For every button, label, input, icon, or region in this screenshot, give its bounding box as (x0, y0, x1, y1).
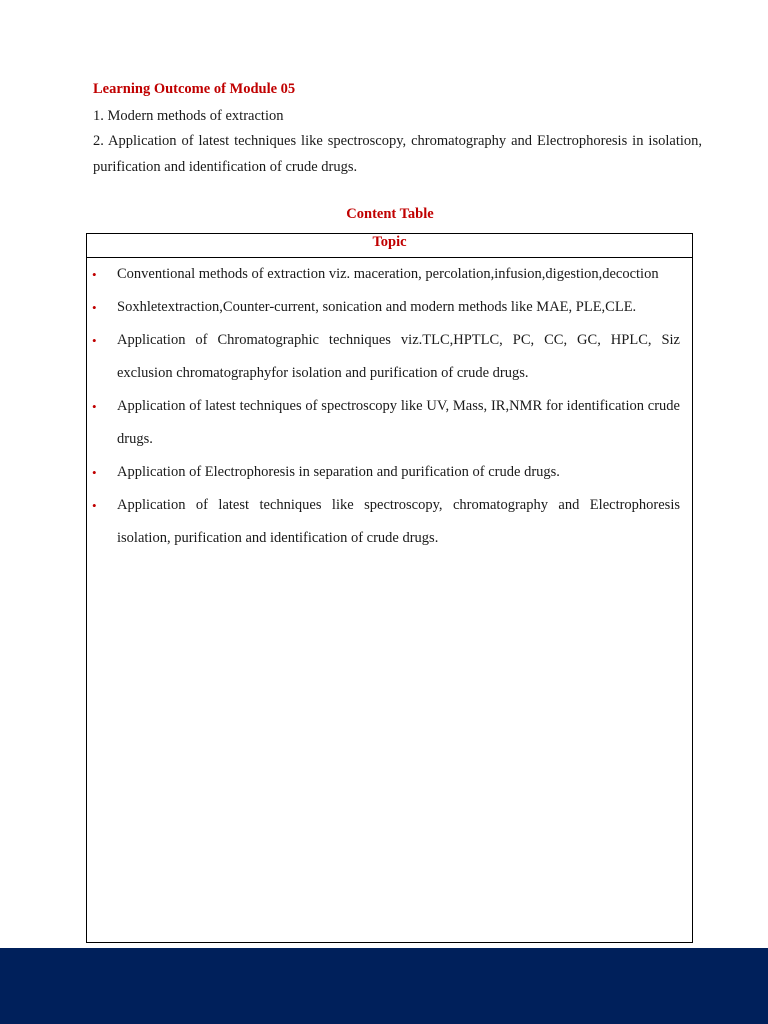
topic-text: Application of latest techniques of spectroscopy like UV, Mass, IR,NMR for identification crude drugs. (117, 398, 680, 447)
footer-bar (0, 948, 768, 1024)
topic-item (87, 291, 692, 324)
bullet-icon: • (92, 498, 97, 513)
topic-item (87, 324, 692, 390)
bullet-icon: • (92, 465, 97, 480)
learning-outcome-item-1: 1. Modern methods of extraction (93, 108, 284, 124)
topic-text: Application of Chromatographic techniques viz.TLC,HPTLC, PC, CC, GC, HPLC, Siz exclusion chromatographyfor isolation and purification of crude drugs. (117, 332, 680, 381)
bullet-icon: • (92, 399, 97, 414)
learning-outcome-heading: Learning Outcome of Module 05 (93, 81, 296, 97)
topic-item (87, 390, 692, 456)
topic-item (87, 258, 692, 291)
topic-list (87, 258, 692, 555)
topic-item (87, 456, 692, 489)
topic-text: Soxhletextraction,Counter-current, sonication and modern methods like MAE, PLE,CLE. (117, 299, 637, 315)
topic-text: Application of Electrophoresis in separation and purification of crude drugs. (117, 464, 560, 480)
bullet-icon: • (92, 267, 97, 282)
bullet-icon: • (92, 333, 97, 348)
content-table-title: Content Table (346, 206, 434, 222)
topic-item (87, 489, 692, 555)
topic-text: Application of latest techniques like spectroscopy, chromatography and Electrophoresis isolation, purification and identification of crude drugs. (117, 497, 680, 546)
learning-outcome-item-2: 2. Application of latest techniques like spectroscopy, chromatography and Electrophoresis in isolation, purification and identification of crude drugs. (93, 133, 702, 175)
content-table (86, 233, 693, 943)
topic-text: Conventional methods of extraction viz. maceration, percolation,infusion,digestion,decoction (117, 266, 659, 282)
bullet-icon: • (92, 300, 97, 315)
topic-column-header: Topic (87, 234, 692, 258)
